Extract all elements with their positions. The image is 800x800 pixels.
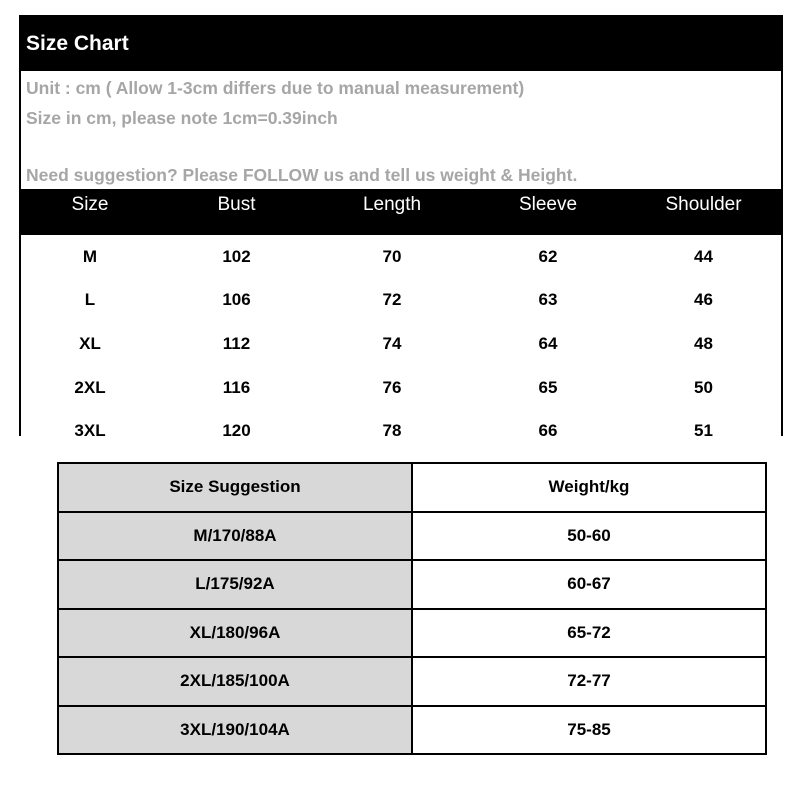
size-chart-title: Size Chart <box>26 32 129 55</box>
cell-length: 70 <box>382 246 402 266</box>
size-suggestion-table <box>57 462 767 755</box>
cell-sleeve: 62 <box>538 246 558 266</box>
cell-weight: 60-67 <box>412 560 766 609</box>
table-row <box>58 512 766 561</box>
cell-length: 78 <box>382 421 402 441</box>
table-row <box>58 657 766 706</box>
cell-shoulder: 51 <box>694 421 713 441</box>
header-sleeve: Sleeve <box>518 194 578 215</box>
table-row <box>21 366 781 410</box>
cell-bust: 120 <box>222 421 251 441</box>
cell-weight: 50-60 <box>412 512 766 561</box>
cell-bust: 112 <box>222 333 251 353</box>
table-row <box>58 560 766 609</box>
cell-size-suggestion: M/170/88A <box>58 512 412 561</box>
cell-size: 3XL <box>74 421 106 441</box>
cell-sleeve: 64 <box>538 333 558 353</box>
header-weight: Weight/kg <box>412 463 766 512</box>
cell-size: L <box>84 290 96 310</box>
cell-size-suggestion: 3XL/190/104A <box>58 706 412 755</box>
header-bust: Bust <box>217 194 256 215</box>
cell-sleeve: 65 <box>538 377 558 397</box>
header-size-suggestion: Size Suggestion <box>58 463 412 512</box>
size-chart <box>19 15 783 441</box>
header-shoulder: Shoulder <box>665 194 742 215</box>
cell-size-suggestion: XL/180/96A <box>58 609 412 658</box>
table-row <box>21 235 781 279</box>
cell-shoulder: 44 <box>694 246 713 266</box>
cell-size: XL <box>79 333 101 353</box>
table-row <box>21 409 781 453</box>
size-chart-title-bar <box>21 15 781 71</box>
suggestion-header-row <box>58 463 766 512</box>
cell-size-suggestion: L/175/92A <box>58 560 412 609</box>
cell-length: 72 <box>382 290 402 310</box>
suggestion-note: Need suggestion? Please FOLLOW us and tell us weight & Height. <box>26 165 578 185</box>
cell-weight: 72-77 <box>412 657 766 706</box>
header-length: Length <box>362 194 422 215</box>
cell-weight: 65-72 <box>412 609 766 658</box>
cell-size: 2XL <box>74 377 106 397</box>
table-row <box>21 279 781 323</box>
table-row <box>21 322 781 366</box>
size-chart-body <box>21 235 781 453</box>
cell-shoulder: 50 <box>694 377 713 397</box>
table-row <box>58 706 766 755</box>
size-chart-header-row <box>21 189 781 235</box>
cell-bust: 106 <box>222 290 251 310</box>
table-row <box>58 609 766 658</box>
cell-length: 76 <box>382 377 402 397</box>
cell-bust: 102 <box>222 246 251 266</box>
conversion-note: Size in cm, please note 1cm=0.39inch <box>26 108 338 128</box>
cell-shoulder: 46 <box>694 290 713 310</box>
cell-sleeve: 66 <box>538 421 558 441</box>
cell-bust: 116 <box>222 377 251 397</box>
cell-sleeve: 63 <box>538 290 558 310</box>
cell-weight: 75-85 <box>412 706 766 755</box>
cell-size-suggestion: 2XL/185/100A <box>58 657 412 706</box>
cell-size: M <box>82 246 98 266</box>
cell-shoulder: 48 <box>694 333 713 353</box>
cell-length: 74 <box>382 333 402 353</box>
header-size: Size <box>71 194 109 215</box>
unit-note: Unit : cm ( Allow 1-3cm differs due to manual measurement) <box>26 78 525 98</box>
